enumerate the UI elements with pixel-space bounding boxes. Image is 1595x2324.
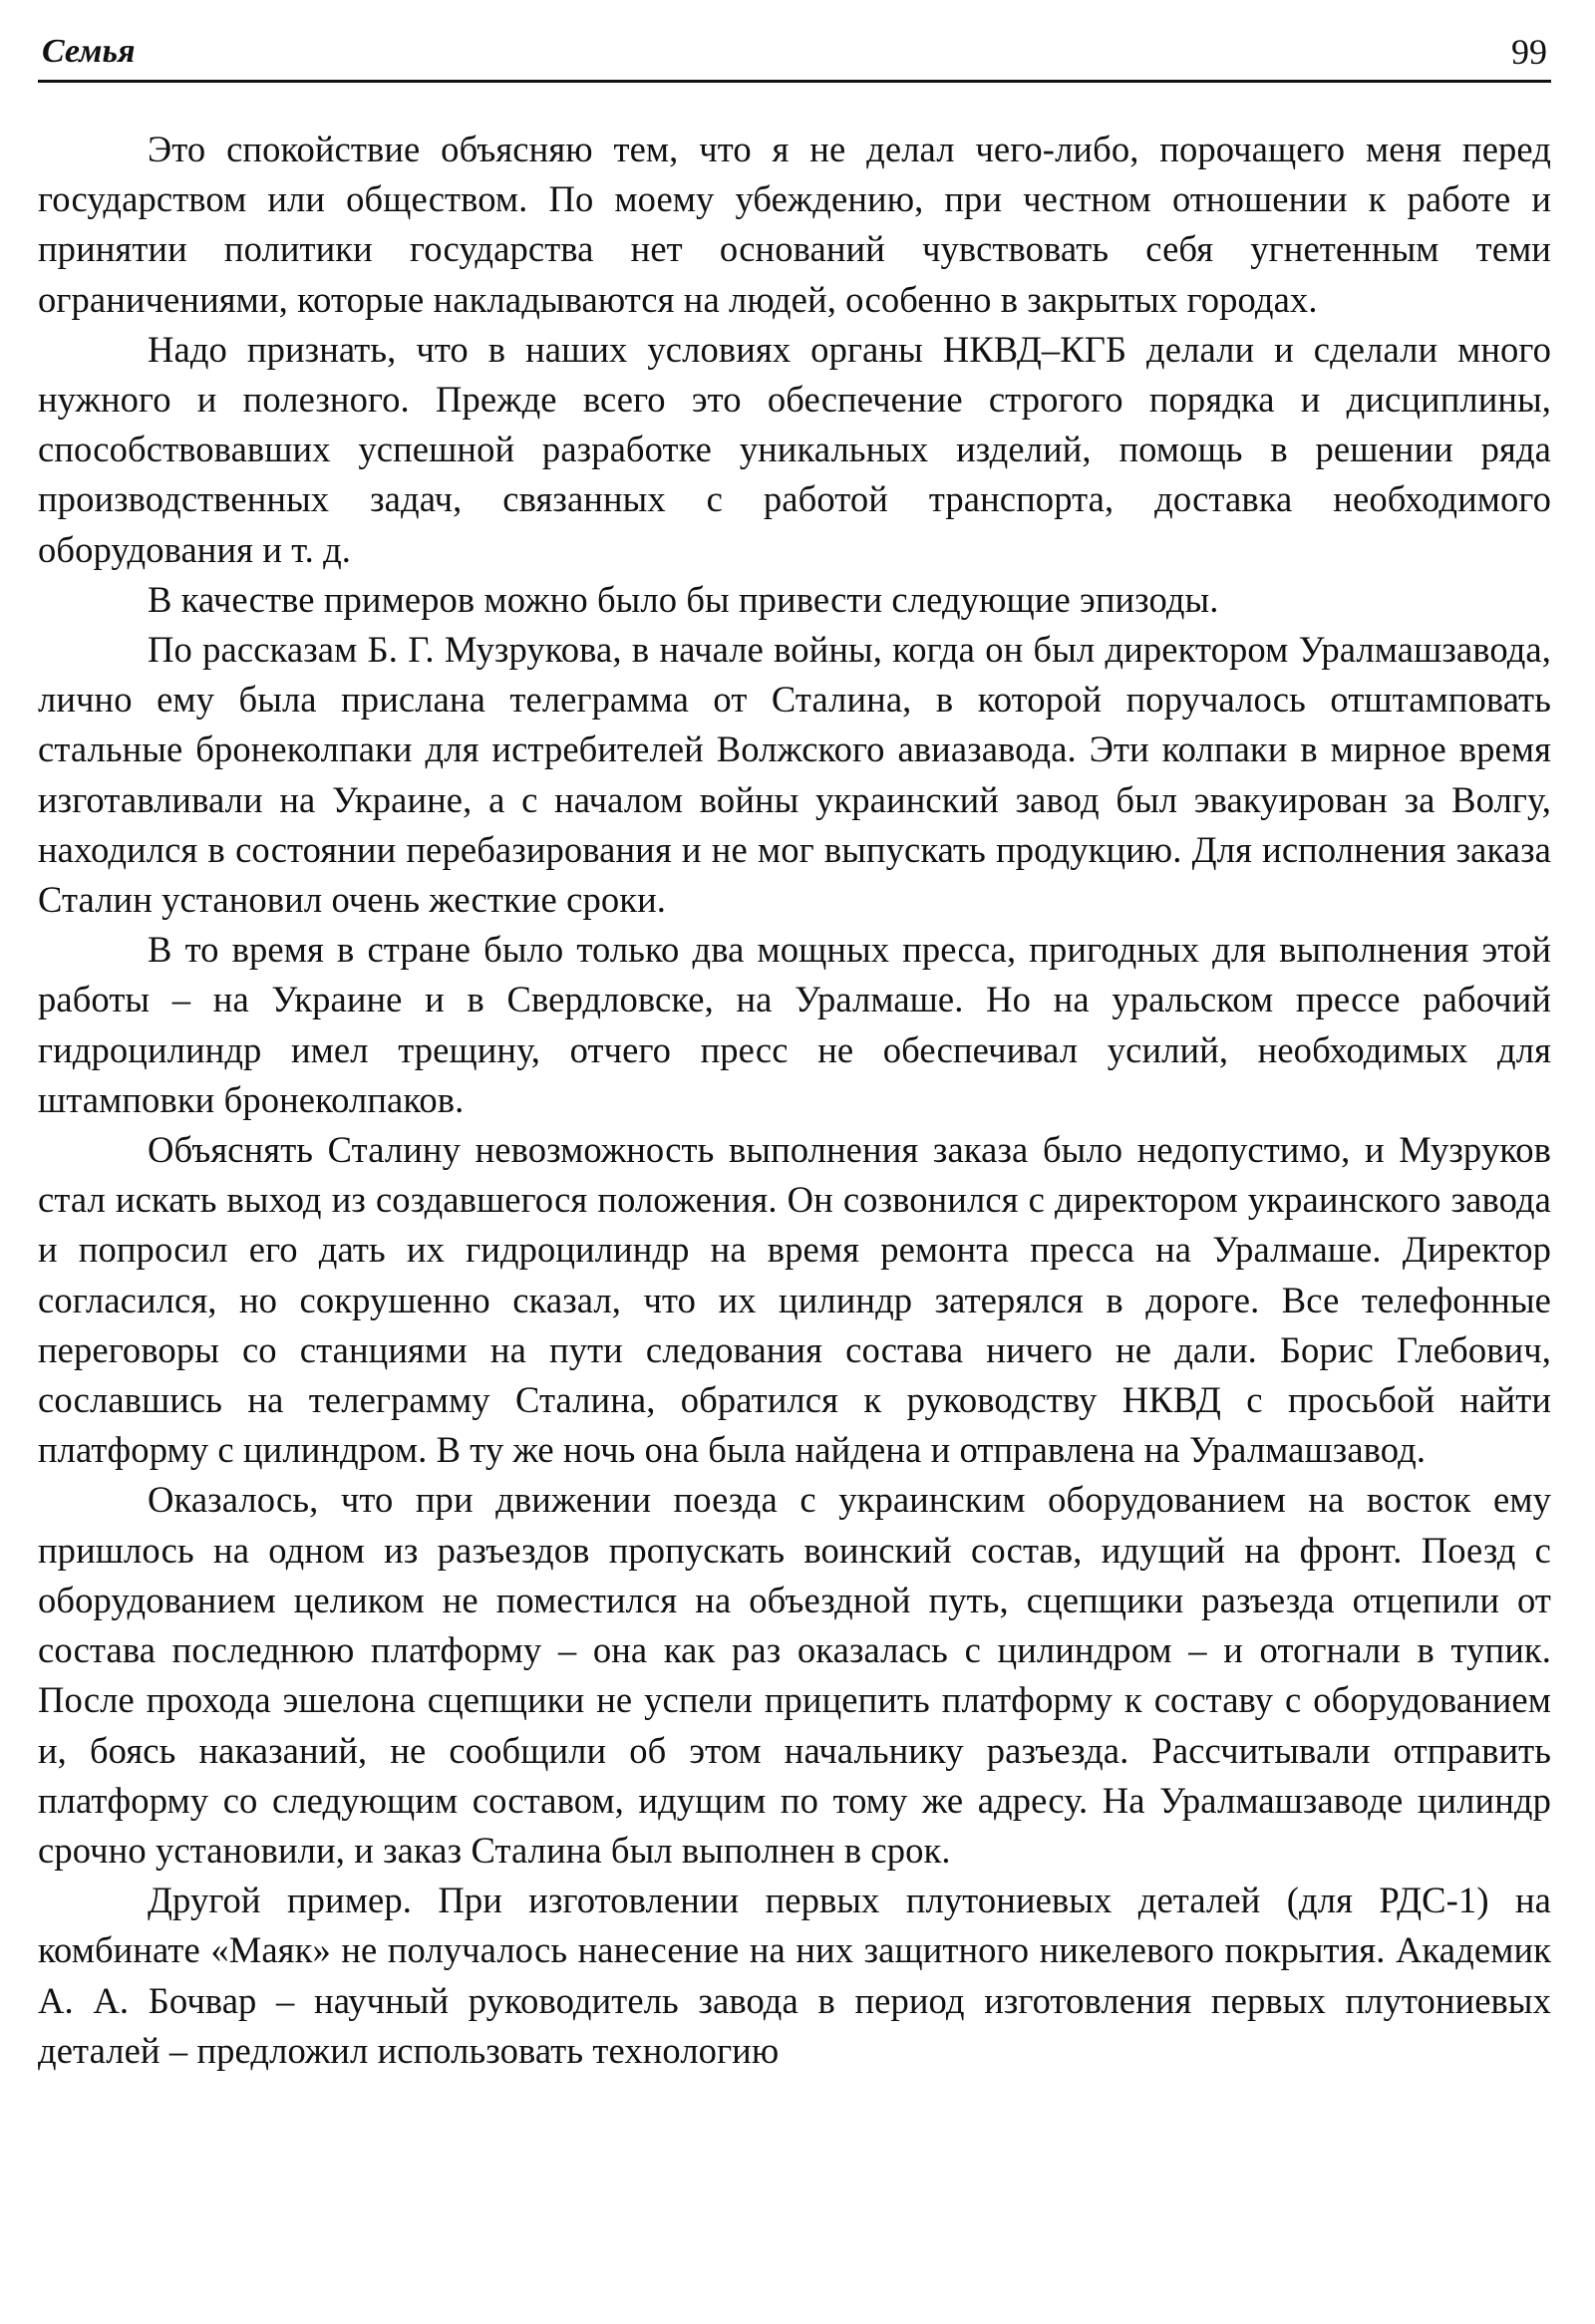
paragraph: В качестве примеров можно было бы привести следующие эпизоды. [148, 578, 1219, 620]
paragraph: Оказалось, что при движении поезда с украинским оборудованием на восток ему пришлось на одном из разъездов пропускать воинский состав, идущий на фронт. Поезд с оборудованием целиком не поместился на объездной путь, сцепщики разъезда отцепили от состава последнюю платформу – она как раз оказалась с цилиндром – и отогнали в тупик. После прохода эшелона сцепщики не успели прицепить платформу к составу с оборудованием и, боясь наказаний, не сообщили об этом начальнику разъезда. Рассчитывали отправить платформу со следующим составом, идущим по тому же адресу. На Уралмашзаводе цилиндр срочно установили, и заказ Сталина был выполнен в срок. [38, 1479, 1551, 1871]
paragraph: Это спокойствие объясняю тем, что я не делал чего-либо, порочащего меня перед государством или обществом. По моему убеждению, при честном отношении к работе и принятии политики государства нет оснований чувствовать себя угнетенным теми ограничениями, которые накладываются на людей, особенно в закрытых городах. [38, 129, 1551, 320]
book-page [38, 24, 1551, 2076]
paragraph: Надо признать, что в наших условиях органы НКВД–КГБ делали и сделали много нужного и полезного. Прежде всего это обеспечение строгого порядка и дисциплины, способствовавших успешной разработке уникальных изделий, помощь в решении ряда производственных задач, связанных с работой транспорта, доставка необходимого оборудования и т. д. [38, 328, 1551, 570]
paragraph: Другой пример. При изготовлении первых плутониевых деталей (для РДС-1) на комбинате «Маяк» не получалось нанесение на них защитного никелевого покрытия. Академик А. А. Бочвар – научный руководитель завода в период изготовления первых плутониевых деталей – предложил использовать технологию [38, 1880, 1551, 2071]
running-header [38, 24, 1551, 83]
paragraph: В то время в стране было только два мощных пресса, пригодных для выполнения этой работы – на Украине и в Свердловске, на Уралмаше. Но на уральском прессе рабочий гидроцилиндр имел трещину, отчего пресс не обеспечивал усилий, необходимых для штамповки бронеколпаков. [38, 929, 1551, 1120]
paragraph: По рассказам Б. Г. Музрукова, в начале войны, когда он был директором Уралмашзавода, лично ему была прислана телеграмма от Сталина, в которой поручалось отштамповать стальные бронеколпаки для истребителей Волжского авиазавода. Эти колпаки в мирное время изготавливали на Украине, а с началом войны украинский завод был эвакуирован за Волгу, находился в состоянии перебазирования и не мог выпускать продукцию. Для исполнения заказа Сталин установил очень жесткие сроки. [38, 629, 1551, 921]
paragraph: Объяснять Сталину невозможность выполнения заказа было недопустимо, и Музруков стал искать выход из создавшегося положения. Он созвонился с директором украинского завода и попросил его дать их гидроцилиндр на время ремонта пресса на Уралмаше. Директор согласился, но сокрушенно сказал, что их цилиндр затерялся в дороге. Все телефонные переговоры со станциями на пути следования состава ничего не дали. Борис Глебович, сославшись на телеграмму Сталина, обратился к руководству НКВД с просьбой найти платформу с цилиндром. В ту же ночь она была найдена и отправлена на Уралмашзавод. [38, 1129, 1551, 1471]
page-number: 99 [1511, 32, 1547, 72]
body-text [38, 125, 1551, 2076]
section-title: Семья [42, 33, 136, 70]
